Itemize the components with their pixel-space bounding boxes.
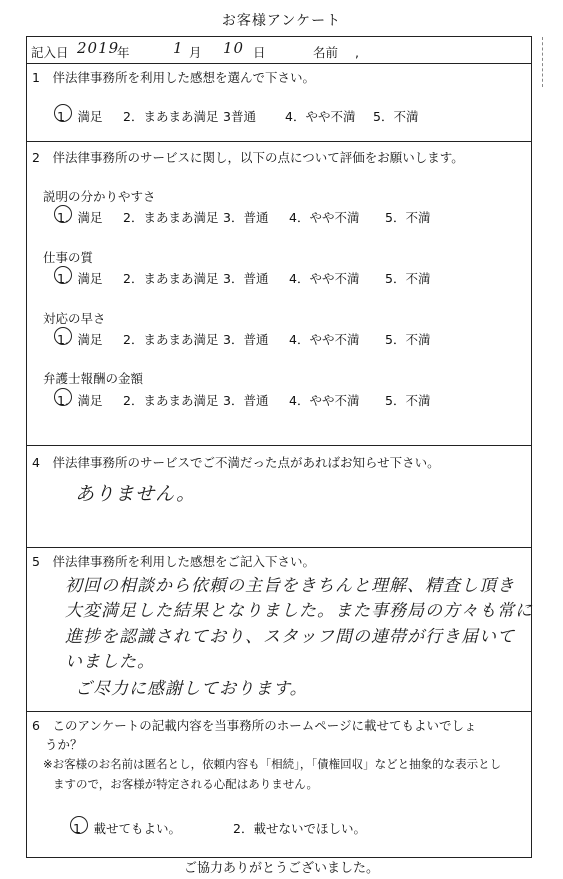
name-value: ,: [355, 45, 359, 60]
page-title: お客様アンケート: [221, 13, 342, 29]
q2-item-options: [57, 269, 430, 287]
selected-circle: [54, 327, 72, 345]
divider: [27, 711, 531, 712]
q5-answer-line: 大変満足した結果となりました。また事務局の方々も常に: [65, 601, 533, 621]
q1-selected-circle: [54, 104, 72, 122]
q5-question: 5 伴法律事務所を利用した感想をご記入下さい。: [32, 554, 315, 569]
option-somewhat-dissatisfied[interactable]: 4．やや不満: [289, 393, 360, 408]
q2-item-label: 説明の分かりやすさ: [43, 189, 156, 204]
q1-option-3[interactable]: 3普通: [223, 109, 256, 124]
q2-item-options: [57, 208, 430, 226]
day-value: 10: [223, 39, 245, 57]
option-dissatisfied[interactable]: 5．不満: [385, 332, 431, 347]
divider: [27, 63, 531, 64]
q6-options: [73, 819, 366, 837]
option-somewhat-dissatisfied[interactable]: 4．やや不満: [289, 332, 360, 347]
day-label: 日: [253, 45, 266, 60]
q1-options: [57, 107, 418, 125]
selected-circle: [54, 266, 72, 284]
q1-option-2[interactable]: 2．まあまあ満足: [123, 109, 219, 124]
option-neutral[interactable]: 3．普通: [223, 210, 269, 225]
year-value: 2019: [77, 39, 120, 57]
q5-answer-line: ご尽力に感謝しております。: [75, 679, 308, 699]
option-neutral[interactable]: 3．普通: [223, 393, 269, 408]
option-neutral[interactable]: 3．普通: [223, 332, 269, 347]
option-somewhat-dissatisfied[interactable]: 4．やや不満: [289, 210, 360, 225]
footer-thanks: ご協力ありがとうございました。: [183, 861, 379, 876]
divider: [27, 547, 531, 548]
date-label: 記入日: [31, 45, 69, 60]
month-label: 月: [189, 45, 202, 60]
name-label: 名前: [313, 45, 339, 60]
q2-item-label: 対応の早さ: [43, 311, 106, 326]
survey-form: [26, 36, 532, 858]
q2-item-options: [57, 391, 430, 409]
q1-question: 1 伴法律事務所を利用した感想を選んで下さい。: [32, 70, 315, 85]
q6-question-line2: うか？: [45, 737, 83, 752]
q1-option-1[interactable]: 1 満足: [57, 109, 103, 124]
divider: [27, 141, 531, 142]
q6-note-line1: ※お客様のお名前は匿名とし，依頼内容も「相続」，「債権回収」などと抽象的な表示とし: [43, 757, 502, 771]
month-value: 1: [173, 39, 184, 57]
q6-note-line2: ますので，お客様が特定される心配はありません。: [53, 777, 318, 791]
option-satisfied[interactable]: 1．満足: [57, 271, 103, 286]
q5-answer-line: 進捗を認識されており、スタッフ間の連帯が行き届いて: [65, 627, 515, 647]
option-neutral[interactable]: 3．普通: [223, 271, 269, 286]
option-dissatisfied[interactable]: 5．不満: [385, 393, 431, 408]
option-fairly-satisfied[interactable]: 2．まあまあ満足: [123, 210, 219, 225]
q2-item-label: 弁護士報酬の金額: [43, 371, 144, 386]
q5-answer-line: 初回の相談から依頼の主旨をきちんと理解、精査し頂き: [65, 576, 515, 596]
q6-selected-circle: [70, 816, 88, 834]
q6-option-1[interactable]: 1 載せてもよい。: [73, 821, 181, 836]
divider: [27, 445, 531, 446]
q1-option-5[interactable]: 5．不満: [373, 109, 419, 124]
selected-circle: [54, 388, 72, 406]
q5-answer-line: いました。: [65, 652, 155, 672]
q4-question: 4 伴法律事務所のサービスでご不満だった点があればお知らせ下さい。: [32, 455, 440, 470]
option-somewhat-dissatisfied[interactable]: 4．やや不満: [289, 271, 360, 286]
year-label: 年: [117, 45, 130, 60]
q2-item-label: 仕事の質: [43, 250, 94, 265]
option-satisfied[interactable]: 1．満足: [57, 332, 103, 347]
option-dissatisfied[interactable]: 5．不満: [385, 210, 431, 225]
q1-option-4[interactable]: 4．やや不満: [285, 109, 356, 124]
option-satisfied[interactable]: 1．満足: [57, 210, 103, 225]
selected-circle: [54, 205, 72, 223]
q6-question-line1: 6 このアンケートの記載内容を当事務所のホームページに載せてもよいでしょ: [32, 718, 477, 733]
option-fairly-satisfied[interactable]: 2．まあまあ満足: [123, 271, 219, 286]
q2-item-options: [57, 330, 430, 348]
option-fairly-satisfied[interactable]: 2．まあまあ満足: [123, 332, 219, 347]
q2-question: 2 伴法律事務所のサービスに関し，以下の点について評価をお願いします。: [32, 150, 464, 165]
q6-option-2[interactable]: 2．載せないでほしい。: [233, 821, 366, 836]
option-dissatisfied[interactable]: 5．不満: [385, 271, 431, 286]
option-satisfied[interactable]: 1．満足: [57, 393, 103, 408]
dashed-margin-line: [532, 37, 543, 87]
q4-answer: ありません。: [75, 483, 197, 505]
option-fairly-satisfied[interactable]: 2．まあまあ満足: [123, 393, 219, 408]
